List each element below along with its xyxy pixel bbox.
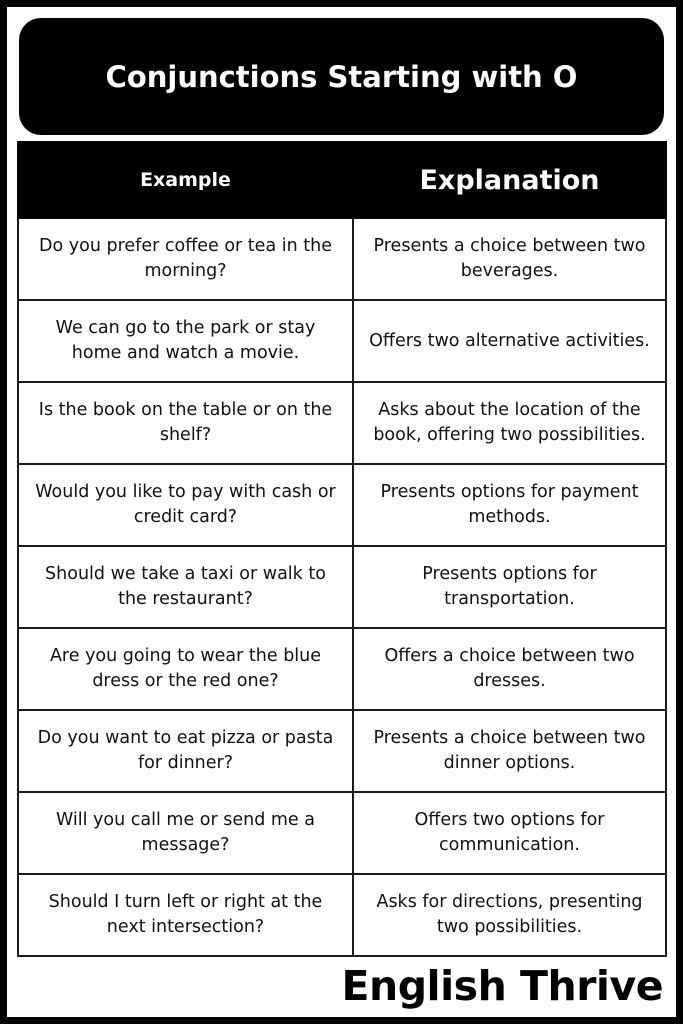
explanation-cell: Offers two alternative activities. xyxy=(353,300,666,382)
example-cell: Would you like to pay with cash or credit card? xyxy=(18,464,353,546)
table-row xyxy=(18,628,666,710)
conjunctions-table xyxy=(17,141,667,957)
table-row xyxy=(18,710,666,792)
example-cell: Is the book on the table or on the shelf? xyxy=(18,382,353,464)
explanation-cell: Offers a choice between two dresses. xyxy=(353,628,666,710)
table-header-row xyxy=(18,142,666,218)
table-row xyxy=(18,792,666,874)
brand-footer: English Thrive xyxy=(341,962,663,1010)
title-banner xyxy=(19,18,664,135)
column-header-explanation: Explanation xyxy=(353,142,666,218)
table-row xyxy=(18,382,666,464)
explanation-cell: Asks about the location of the book, offering two possibilities. xyxy=(353,382,666,464)
explanation-cell: Offers two options for communication. xyxy=(353,792,666,874)
example-cell: Are you going to wear the blue dress or the red one? xyxy=(18,628,353,710)
explanation-cell: Presents options for transportation. xyxy=(353,546,666,628)
example-cell: Do you prefer coffee or tea in the morning? xyxy=(18,218,353,300)
table-row xyxy=(18,218,666,300)
table-row xyxy=(18,874,666,956)
table-row xyxy=(18,464,666,546)
explanation-cell: Presents a choice between two dinner options. xyxy=(353,710,666,792)
explanation-cell: Asks for directions, presenting two possibilities. xyxy=(353,874,666,956)
table-row xyxy=(18,300,666,382)
explanation-cell: Presents options for payment methods. xyxy=(353,464,666,546)
explanation-cell: Presents a choice between two beverages. xyxy=(353,218,666,300)
column-header-example: Example xyxy=(18,142,353,218)
page-title: Conjunctions Starting with O xyxy=(105,59,578,94)
example-cell: Should I turn left or right at the next intersection? xyxy=(18,874,353,956)
example-cell: We can go to the park or stay home and watch a movie. xyxy=(18,300,353,382)
example-cell: Will you call me or send me a message? xyxy=(18,792,353,874)
table-row xyxy=(18,546,666,628)
example-cell: Should we take a taxi or walk to the restaurant? xyxy=(18,546,353,628)
example-cell: Do you want to eat pizza or pasta for dinner? xyxy=(18,710,353,792)
